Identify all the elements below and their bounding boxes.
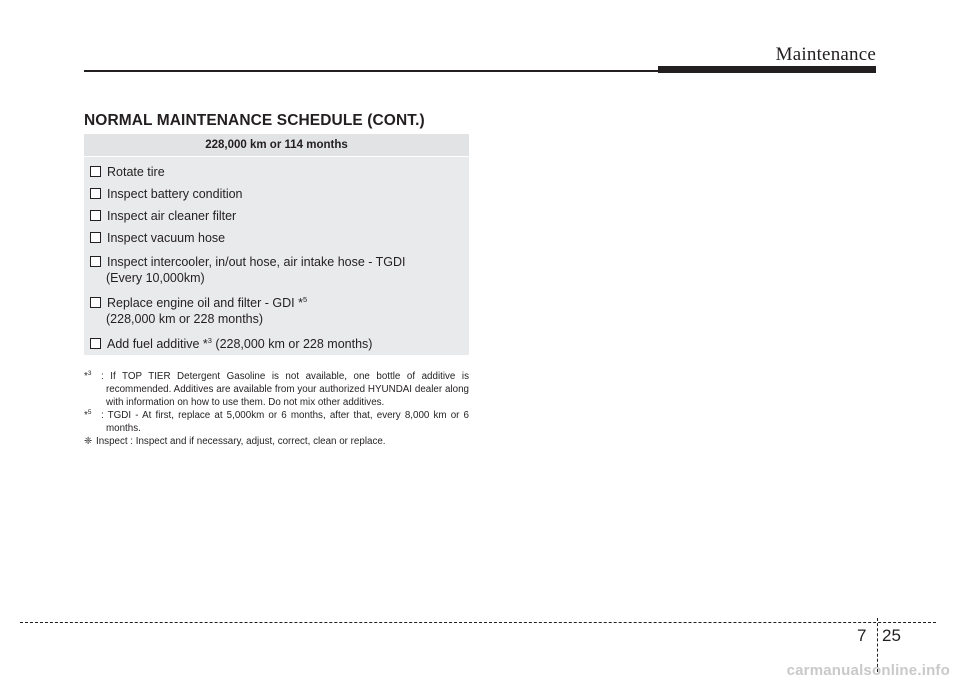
schedule-item-fuel-additive	[90, 336, 469, 352]
item-text: Replace engine oil and filter - GDI *	[107, 296, 303, 310]
schedule-item-battery	[90, 186, 469, 202]
schedule-item-vacuum-hose	[90, 230, 469, 246]
header-title: Maintenance	[775, 44, 876, 65]
schedule-item-rotate-tire	[90, 164, 469, 180]
footnote-5	[84, 409, 469, 435]
inspect-note-text: Inspect : Inspect and if necessary, adjust, correct, clean or replace.	[96, 436, 386, 447]
footer-dashed-rule	[20, 622, 936, 623]
footnote-3	[84, 370, 469, 409]
checkbox-icon	[90, 256, 101, 267]
item-text-tail: (228,000 km or 228 months)	[211, 337, 373, 351]
item-text-line2: (228,000 km or 228 months)	[106, 312, 264, 326]
footnote-text: : If TOP TIER Detergent Gasoline is not available, one bottle of additive is recommended. Additives are available from your authorized HYUNDAI dealer along with information on how to use them. Do not mix other additives.	[101, 371, 469, 408]
checkbox-icon	[90, 232, 101, 243]
item-text: Inspect intercooler, in/out hose, air intake hose - TGDI	[107, 255, 406, 269]
footnote-text: : TGDI - At first, replace at 5,000km or 6 months, after that, every 8,000 km or 6 months.	[101, 410, 469, 434]
inspect-symbol-icon: ❈	[84, 436, 93, 447]
item-text: Add fuel additive *	[107, 337, 208, 351]
chapter-number: 7	[857, 626, 867, 645]
schedule-box	[84, 134, 469, 355]
checkbox-icon	[90, 166, 101, 177]
checkbox-icon	[90, 297, 101, 308]
checkbox-icon	[90, 338, 101, 349]
header-rule-thick	[658, 66, 876, 73]
schedule-items	[84, 157, 469, 352]
schedule-item-air-cleaner	[90, 208, 469, 224]
item-text: Inspect vacuum hose	[107, 231, 226, 245]
item-text: Inspect battery condition	[107, 187, 243, 201]
item-text: Inspect air cleaner filter	[107, 209, 237, 223]
item-text: Rotate tire	[107, 165, 165, 179]
footnote-marker: *$^5$	[84, 409, 92, 421]
schedule-item-intercooler	[90, 254, 469, 286]
page-number: 25	[882, 626, 901, 645]
item-text-line2: (Every 10,000km)	[106, 271, 205, 285]
footnote-ref: 5	[302, 295, 308, 304]
footnote-ref: 3	[207, 336, 212, 345]
checkbox-icon	[90, 210, 101, 221]
header-rule-thin	[84, 70, 660, 72]
section-title: NORMAL MAINTENANCE SCHEDULE (CONT.)	[84, 112, 425, 129]
footnote-marker: *$^3$	[84, 370, 92, 382]
watermark: carmanualsonline.info	[786, 662, 950, 679]
schedule-heading: 228,000 km or 114 months	[84, 134, 469, 157]
footnotes	[84, 370, 469, 448]
inspect-note	[84, 435, 469, 448]
schedule-item-engine-oil	[90, 295, 469, 327]
checkbox-icon	[90, 188, 101, 199]
